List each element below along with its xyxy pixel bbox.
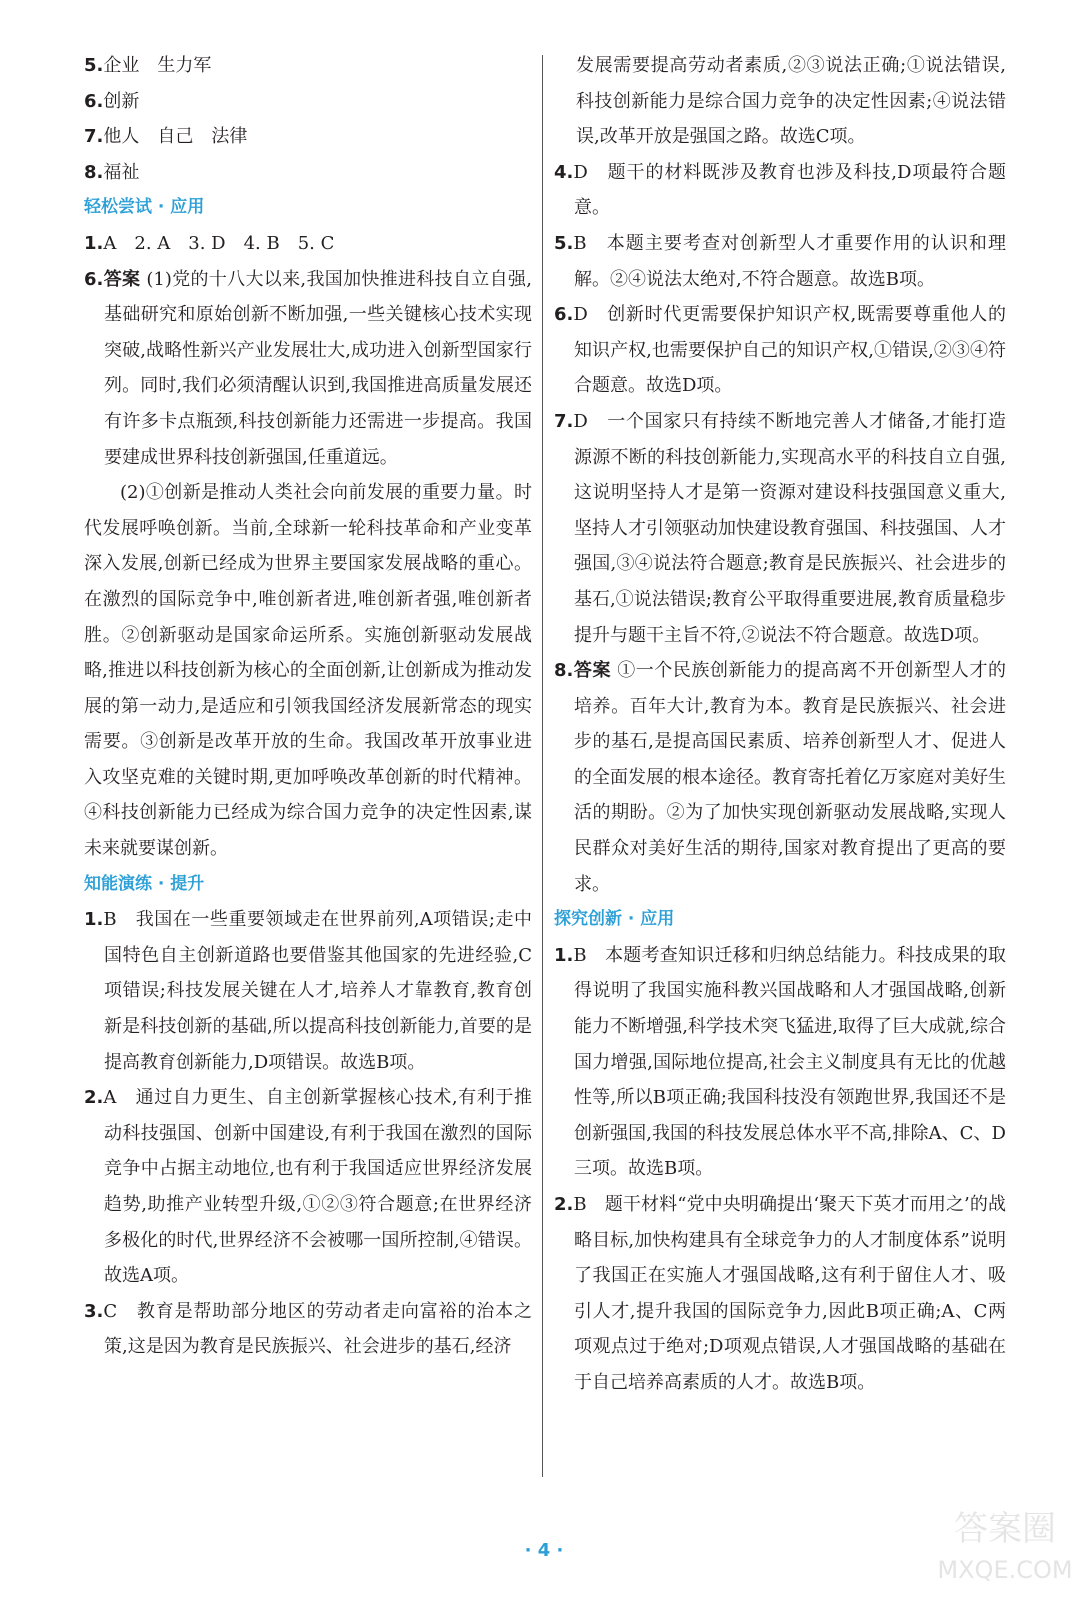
watermark-line2: MXQE.COM — [937, 1556, 1073, 1584]
answer-line — [84, 155, 532, 191]
item-text: B 本题考查知识迁移和归纳总结能力。科技成果的取得说明了我国实施科教兴国战略和人才强国战略,创新能力不断增强,科学技术突飞猛进,取得了巨大成就,综合国力增强,国际地位提高,社会主义制度具有无比的优越性等,所以B项正确;我国科技没有领跑世界,我国还不是创新强国,我国的科技发展总体水平不高,排除A、C、D三项。故选B项。 — [573, 944, 1006, 1180]
item-number: 6. — [84, 268, 104, 290]
item-text: A 2. A 3. D 4. B 5. C — [103, 232, 335, 254]
answer-item — [554, 404, 1006, 653]
item-number: 1. — [84, 909, 104, 931]
column-divider — [542, 55, 543, 1477]
item-number: 2. — [84, 1087, 104, 1109]
answer-item — [84, 902, 532, 1080]
section-heading: 知能演练 · 提升 — [84, 873, 205, 894]
left-column — [84, 48, 532, 1365]
item-number: 4. — [554, 161, 574, 183]
answer-line — [84, 226, 532, 262]
answer-line — [84, 84, 532, 120]
item-number: 8. — [554, 660, 574, 682]
item-number: 6. — [554, 304, 574, 326]
answer-item — [554, 155, 1006, 226]
answer-item — [554, 938, 1006, 1187]
answer-item — [554, 653, 1006, 902]
answer-label: 答案 — [573, 660, 611, 682]
item-text: 他人 自己 法律 — [103, 126, 248, 148]
item-text: (1)党的十八大以来,我国加快推进科技自立自强,基础研究和原始创新不断加强,一些关键核心技术实现突破,战略性新兴产业发展壮大,成功进入创新型国家行列。同时,我们必须清醒认识到,我国推进高质量发展还有许多卡点瓶颈,科技创新能力还需进一步提高。我国要建成世界科技创新强国,任重道远。 — [104, 268, 532, 468]
answer-item — [554, 1187, 1006, 1401]
item-number: 2. — [554, 1194, 574, 1215]
answer-item — [84, 1080, 532, 1294]
section-heading: 探究创新 · 应用 — [554, 909, 675, 930]
watermark-line1: 答案圈 — [954, 1509, 1056, 1549]
item-text: 福祉 — [103, 161, 140, 183]
answer-line — [84, 119, 532, 155]
page-number: · 4 · — [524, 1540, 564, 1561]
section-heading: 轻松尝试 · 应用 — [84, 197, 205, 218]
answer-item — [84, 1294, 532, 1365]
item-text: B 本题主要考查对创新型人才重要作用的认识和理解。②④说法太绝对,不符合题意。故选B项。 — [573, 232, 1006, 290]
item-text: A 通过自力更生、自主创新掌握核心技术,有利于推动科技强国、创新中国建设,有利于我国在激烈的国际竞争中占据主动地位,也有利于我国适应世界经济发展趋势,助推产业转型升级,①②③符合题意;在世界经济多极化的时代,世界经济不会被哪一国所控制,④错误。故选A项。 — [103, 1087, 532, 1287]
item-text: C 教育是帮助部分地区的劳动者走向富裕的治本之策,这是因为教育是民族振兴、社会进步的基石,经济 — [103, 1300, 532, 1358]
item-number: 7. — [554, 410, 574, 432]
item-text: ①一个民族创新能力的提高离不开创新型人才的培养。百年大计,教育为本。教育是民族振兴、社会进步的基石,是提高国民素质、培养创新型人才、促进人的全面发展的根本途径。教育寄托着亿万家庭对美好生活的期盼。②为了加快实现创新驱动发展战略,实现人民群众对美好生活的期待,国家对教育提出了更高的要求。 — [574, 660, 1007, 895]
item-text: D 创新时代更需要保护知识产权,既需要尊重他人的知识产权,也需要保护自己的知识产权,①错误,②③④符合题意。故选D项。 — [573, 304, 1006, 397]
item-number: 3. — [84, 1300, 104, 1322]
item-number: 5. — [554, 232, 574, 254]
item-text: D 题干的材料既涉及教育也涉及科技,D项最符合题意。 — [573, 161, 1006, 219]
answer-item — [554, 297, 1006, 404]
answer-item — [84, 262, 532, 476]
item-text: 企业 生力军 — [103, 55, 212, 76]
watermark-logo — [930, 1500, 1080, 1590]
item-number: 7. — [84, 126, 104, 148]
answer-item — [554, 226, 1006, 297]
continued-paragraph: 发展需要提高劳动者素质,②③说法正确;①说法错误,科技创新能力是综合国力竞争的决定性因素;④说法错误,改革开放是强国之路。故选C项。 — [576, 55, 1006, 148]
item-text: B 题干材料“党中央明确提出‘聚天下英才而用之’的战略目标,加快构建具有全球竞争力的人才制度体系”说明了我国正在实施人才强国战略,这有利于留住人才、吸引人才,提升我国的国际竞争力,因此B项正确;A、C两项观点过于绝对;D项观点错误,人才强国战略的基础在于自己培养高素质的人才。故选B项。 — [573, 1194, 1006, 1393]
item-text: D 一个国家只有持续不断地完善人才储备,才能打造源源不断的科技创新能力,实现高水平的科技自立自强,这说明坚持人才是第一资源对建设科技强国意义重大,坚持人才引领驱动加快建设教育强国、科技强国、人才强国,③④说法符合题意;教育是民族振兴、社会进步的基石,①说法错误;教育公平取得重要进展,教育质量稳步提升与题干主旨不符,②说法不符合题意。故选D项。 — [573, 410, 1006, 646]
answer-line — [84, 48, 532, 84]
item-number: 1. — [84, 232, 104, 254]
item-number: 1. — [554, 944, 574, 966]
right-column — [554, 48, 1006, 1401]
answer-paragraph: (2)①创新是推动人类社会向前发展的重要力量。时代发展呼唤创新。当前,全球新一轮科技革命和产业变革深入发展,创新已经成为世界主要国家发展战略的重心。在激烈的国际竞争中,唯创新者进,唯创新者强,唯创新者胜。②创新驱动是国家命运所系。实施创新驱动发展战略,推进以科技创新为核心的全面创新,让创新成为推动发展的第一动力,是适应和引领我国经济发展新常态的现实需要。③创新是改革开放的生命。我国改革开放事业进入攻坚克难的关键时期,更加呼唤改革创新的时代精神。④科技创新能力已经成为综合国力竞争的决定性因素,谋未来就要谋创新。 — [84, 482, 532, 860]
item-text: B 我国在一些重要领域走在世界前列,A项错误;走中国特色自主创新道路也要借鉴其他国家的先进经验,C项错误;科技发展关键在人才,培养人才靠教育,教育创新是科技创新的基础,所以提高科技创新能力,首要的是提高教育创新能力,D项错误。故选B项。 — [103, 909, 532, 1073]
item-number: 8. — [84, 161, 104, 183]
item-number: 6. — [84, 90, 104, 112]
answer-label: 答案 — [103, 268, 141, 290]
item-text: 创新 — [103, 90, 140, 112]
item-number: 5. — [84, 55, 104, 76]
